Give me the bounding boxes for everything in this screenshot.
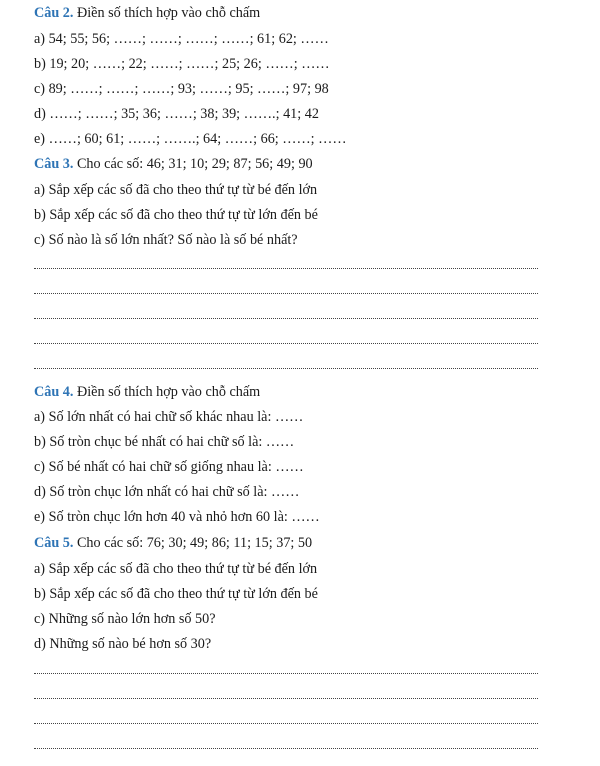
answer-line [34,723,538,724]
question-5-item-c: c) Những số nào lớn hơn số 50? [34,611,216,627]
question-5-item-b: b) Sắp xếp các số đã cho theo thứ tự từ lớn đến bé [34,586,318,602]
question-2-item-c: c) 89; ……; ……; ……; 93; ……; 95; ……; 97; 98 [34,81,329,97]
question-2-item-d: d) ……; ……; 35; 36; ……; 38; 39; …….; 41; 42 [34,106,319,122]
question-5-item-d: d) Những số nào bé hơn số 30? [34,636,212,652]
answer-line [34,343,538,344]
question-3-item-a: a) Sắp xếp các số đã cho theo thứ tự từ bé đến lớn [34,182,318,198]
question-3-label: Câu 3. [34,156,74,172]
question-4-item-a: a) Số lớn nhất có hai chữ số khác nhau là: …… [34,409,304,425]
question-4-label: Câu 4. [34,384,74,400]
question-4-heading [34,383,260,401]
question-2-prompt: Điền số thích hợp vào chỗ chấm [73,5,261,21]
question-2-heading [34,4,260,22]
question-4-prompt: Điền số thích hợp vào chỗ chấm [73,384,261,400]
question-2-item-e: e) ……; 60; 61; ……; …….; 64; ……; 66; ……; …… [34,131,347,147]
question-5-prompt: Cho các số: 76; 30; 49; 86; 11; 15; 37; 50 [73,535,313,551]
question-4-item-e: e) Số tròn chục lớn hơn 40 và nhỏ hơn 60 là: …… [34,509,320,525]
question-3-item-c: c) Số nào là số lớn nhất? Số nào là số bé nhất? [34,232,298,248]
question-2-item-b: b) 19; 20; ……; 22; ……; ……; 25; 26; ……; …… [34,56,330,72]
question-2-item-a: a) 54; 55; 56; ……; ……; ……; ……; 61; 62; …… [34,31,329,47]
answer-line [34,673,538,674]
question-4-item-c: c) Số bé nhất có hai chữ số giống nhau là: …… [34,459,304,475]
question-4-item-d: d) Số tròn chục lớn nhất có hai chữ số là: …… [34,484,300,500]
question-5-item-a: a) Sắp xếp các số đã cho theo thứ tự từ bé đến lớn [34,561,318,577]
question-5-label: Câu 5. [34,535,74,551]
question-3-heading [34,155,313,173]
question-2-label: Câu 2. [34,5,74,21]
answer-line [34,368,538,369]
answer-line [34,318,538,319]
answer-line [34,698,538,699]
question-5-heading [34,534,312,552]
question-3-prompt: Cho các số: 46; 31; 10; 29; 87; 56; 49; 90 [73,156,313,172]
question-3-item-b: b) Sắp xếp các số đã cho theo thứ tự từ lớn đến bé [34,207,318,223]
question-4-item-b: b) Số tròn chục bé nhất có hai chữ số là: …… [34,434,295,450]
answer-line [34,293,538,294]
answer-line [34,268,538,269]
answer-line [34,748,538,749]
